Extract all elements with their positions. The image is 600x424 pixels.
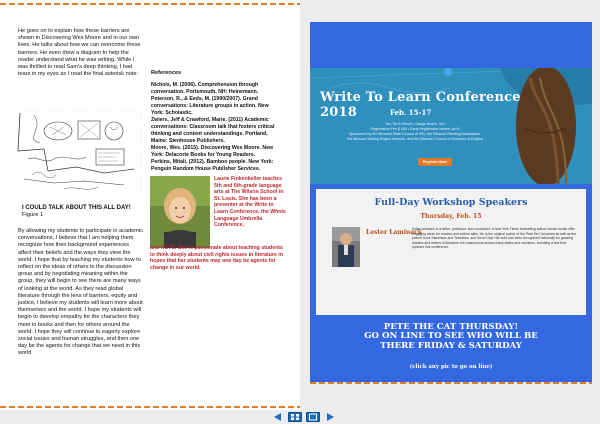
reference-item: Zwiers, Jeff & Crawford, Marie. (2011) Academic conversations: Classroom talk that fosters critical thinking and content understandings. Portland, Maine: Stenhouse Publishers. bbox=[151, 117, 275, 144]
speaker-description: Kylie Laminack is a writer, professor, and consultant. A New York Times bestselling author whose books offer engaging ideas for readers and writers alike. He is the original author of the Pete the Cat series as well as the picture book Saturdays and Teacakes, and Snow Day! His work has been recognized nationally for growing readers and writers in literature-rich classrooms across many states and countries, including a few that sponsor this conference. bbox=[412, 227, 577, 250]
body-paragraph bbox=[18, 228, 144, 358]
banner-line: GO ON LINE TO SEE WHO WILL BE bbox=[364, 331, 538, 342]
intro-paragraph bbox=[18, 28, 144, 78]
page-border-bottom bbox=[0, 406, 300, 408]
thumbnails-button[interactable] bbox=[288, 412, 302, 422]
student-diagram-image bbox=[14, 109, 142, 197]
ad-border-bottom bbox=[310, 382, 592, 384]
reference-item: Peterson, R., & Eeds, M. (1990/2007). Grand conversations: Literature groups in action. New York: Scholastic. bbox=[151, 96, 269, 116]
next-page-button[interactable] bbox=[324, 412, 338, 422]
body-text: By allowing my students to participate in academic conversations, I believe that I am helping them recognize how their background experiences affect their beliefs and the ways they view the world. I hope that by teaching my students how to reflect on the ideas of others in the discussion group and by negotiating meaning within the group, they will begin to see there are many ways of looking at the world. As they read global literature through the lens of barriers, equity and justice, I believe my students will learn more about themselves and the world. I hope my students will begin to develop empathy for the characters they meet in books and then for others around the world. I hope they will continue to eagerly explore social issues and human struggles, and then one day be the agents for change that we need in this world bbox=[18, 228, 143, 357]
banner-subtext[interactable]: (click any pic to go on line) bbox=[409, 364, 493, 370]
fullscreen-button[interactable] bbox=[306, 412, 320, 422]
hero-info-line: Tan-Tar-A Resort • Osage Beach, MO bbox=[385, 122, 445, 126]
prev-page-button[interactable] bbox=[270, 412, 284, 422]
conference-advertisement[interactable] bbox=[310, 22, 592, 382]
speaker-name: Lester Laminack bbox=[366, 229, 423, 236]
register-now-button[interactable]: Register Now! bbox=[418, 158, 452, 166]
author-photo bbox=[150, 176, 210, 248]
hero-info-line: Sponsored by the Missouri State Council of IRA, the Missouri Reading Association, bbox=[349, 132, 481, 136]
page-icon bbox=[308, 413, 318, 421]
grid-icon bbox=[290, 413, 300, 421]
speaker-photo[interactable] bbox=[332, 227, 360, 267]
figure-caption bbox=[22, 205, 146, 219]
reference-item: Moore, Wes. (2015). Discovering Wes Moore. New York: Delacorte Books for Young Readers. bbox=[151, 145, 274, 158]
author-bio: Laurie Finkenkeller teaches 5th and 6th-grade language arts at The Wilson School in St. Louis. She has been a presenter at the Write to Learn Conference, the Whole Language Umbrella Conference, bbox=[214, 176, 286, 229]
hero-info-line: Registration Fee $ 150 • Early Registration before Jan 5 bbox=[370, 127, 460, 131]
conference-dates: Feb. 15-17 bbox=[390, 108, 432, 117]
references-section bbox=[151, 70, 281, 173]
right-page bbox=[300, 0, 600, 410]
page-navigation bbox=[270, 412, 338, 422]
arrow-left-icon bbox=[271, 412, 283, 422]
page-border-top bbox=[0, 3, 300, 5]
reference-item: Nichols, M. (2006). Comprehension through conversation. Portsmouth, NH: Heinemann. bbox=[151, 82, 259, 95]
references-list bbox=[151, 82, 281, 173]
workshop-title: Full-Day Workshop Speakers bbox=[374, 197, 528, 208]
hero-info-line: the Missouri Writing Project Network, and the Missouri Council of Teachers of English bbox=[347, 137, 483, 141]
left-page bbox=[0, 0, 300, 410]
references-heading: References bbox=[151, 70, 182, 76]
banner-line: PETE THE CAT THURSDAY! bbox=[383, 322, 519, 332]
reference-item: Perkins, Mitali. (2012). Bamboo people. New York: Penguin Random House Publisher Services. bbox=[151, 159, 274, 172]
twitter-icon[interactable] bbox=[444, 68, 452, 76]
workshop-day: Thursday, Feb. 15 bbox=[420, 213, 482, 220]
workshop-speakers-card[interactable] bbox=[316, 189, 586, 315]
caption-quote: I COULD TALK ABOUT THIS ALL DAY! bbox=[22, 205, 131, 211]
arrow-right-icon bbox=[325, 412, 337, 422]
caption-figure-label: Figure 1 bbox=[22, 212, 44, 218]
author-bio-continued: and NCTE. She is passionate about teaching students to think deeply about civil rights issues in literature in hopes that her students may one day be agents for change in our world. bbox=[150, 245, 283, 271]
banner-line: THERE FRIDAY & SATURDAY bbox=[380, 340, 522, 351]
intro-text: He goes on to explain how these barriers are shown in Discovering Wes Moore and in our own lives. He talks about how we can overcome these barriers. He even drew a diagram to help the reader understand what he was writing. While I was thrilled to read Sam's deep thinking, I had tears in my eyes as I read the final asterisk note: bbox=[18, 28, 141, 78]
conference-title: Write To Learn Conference 2018 bbox=[320, 90, 521, 120]
pete-the-cat-banner[interactable] bbox=[310, 323, 592, 351]
